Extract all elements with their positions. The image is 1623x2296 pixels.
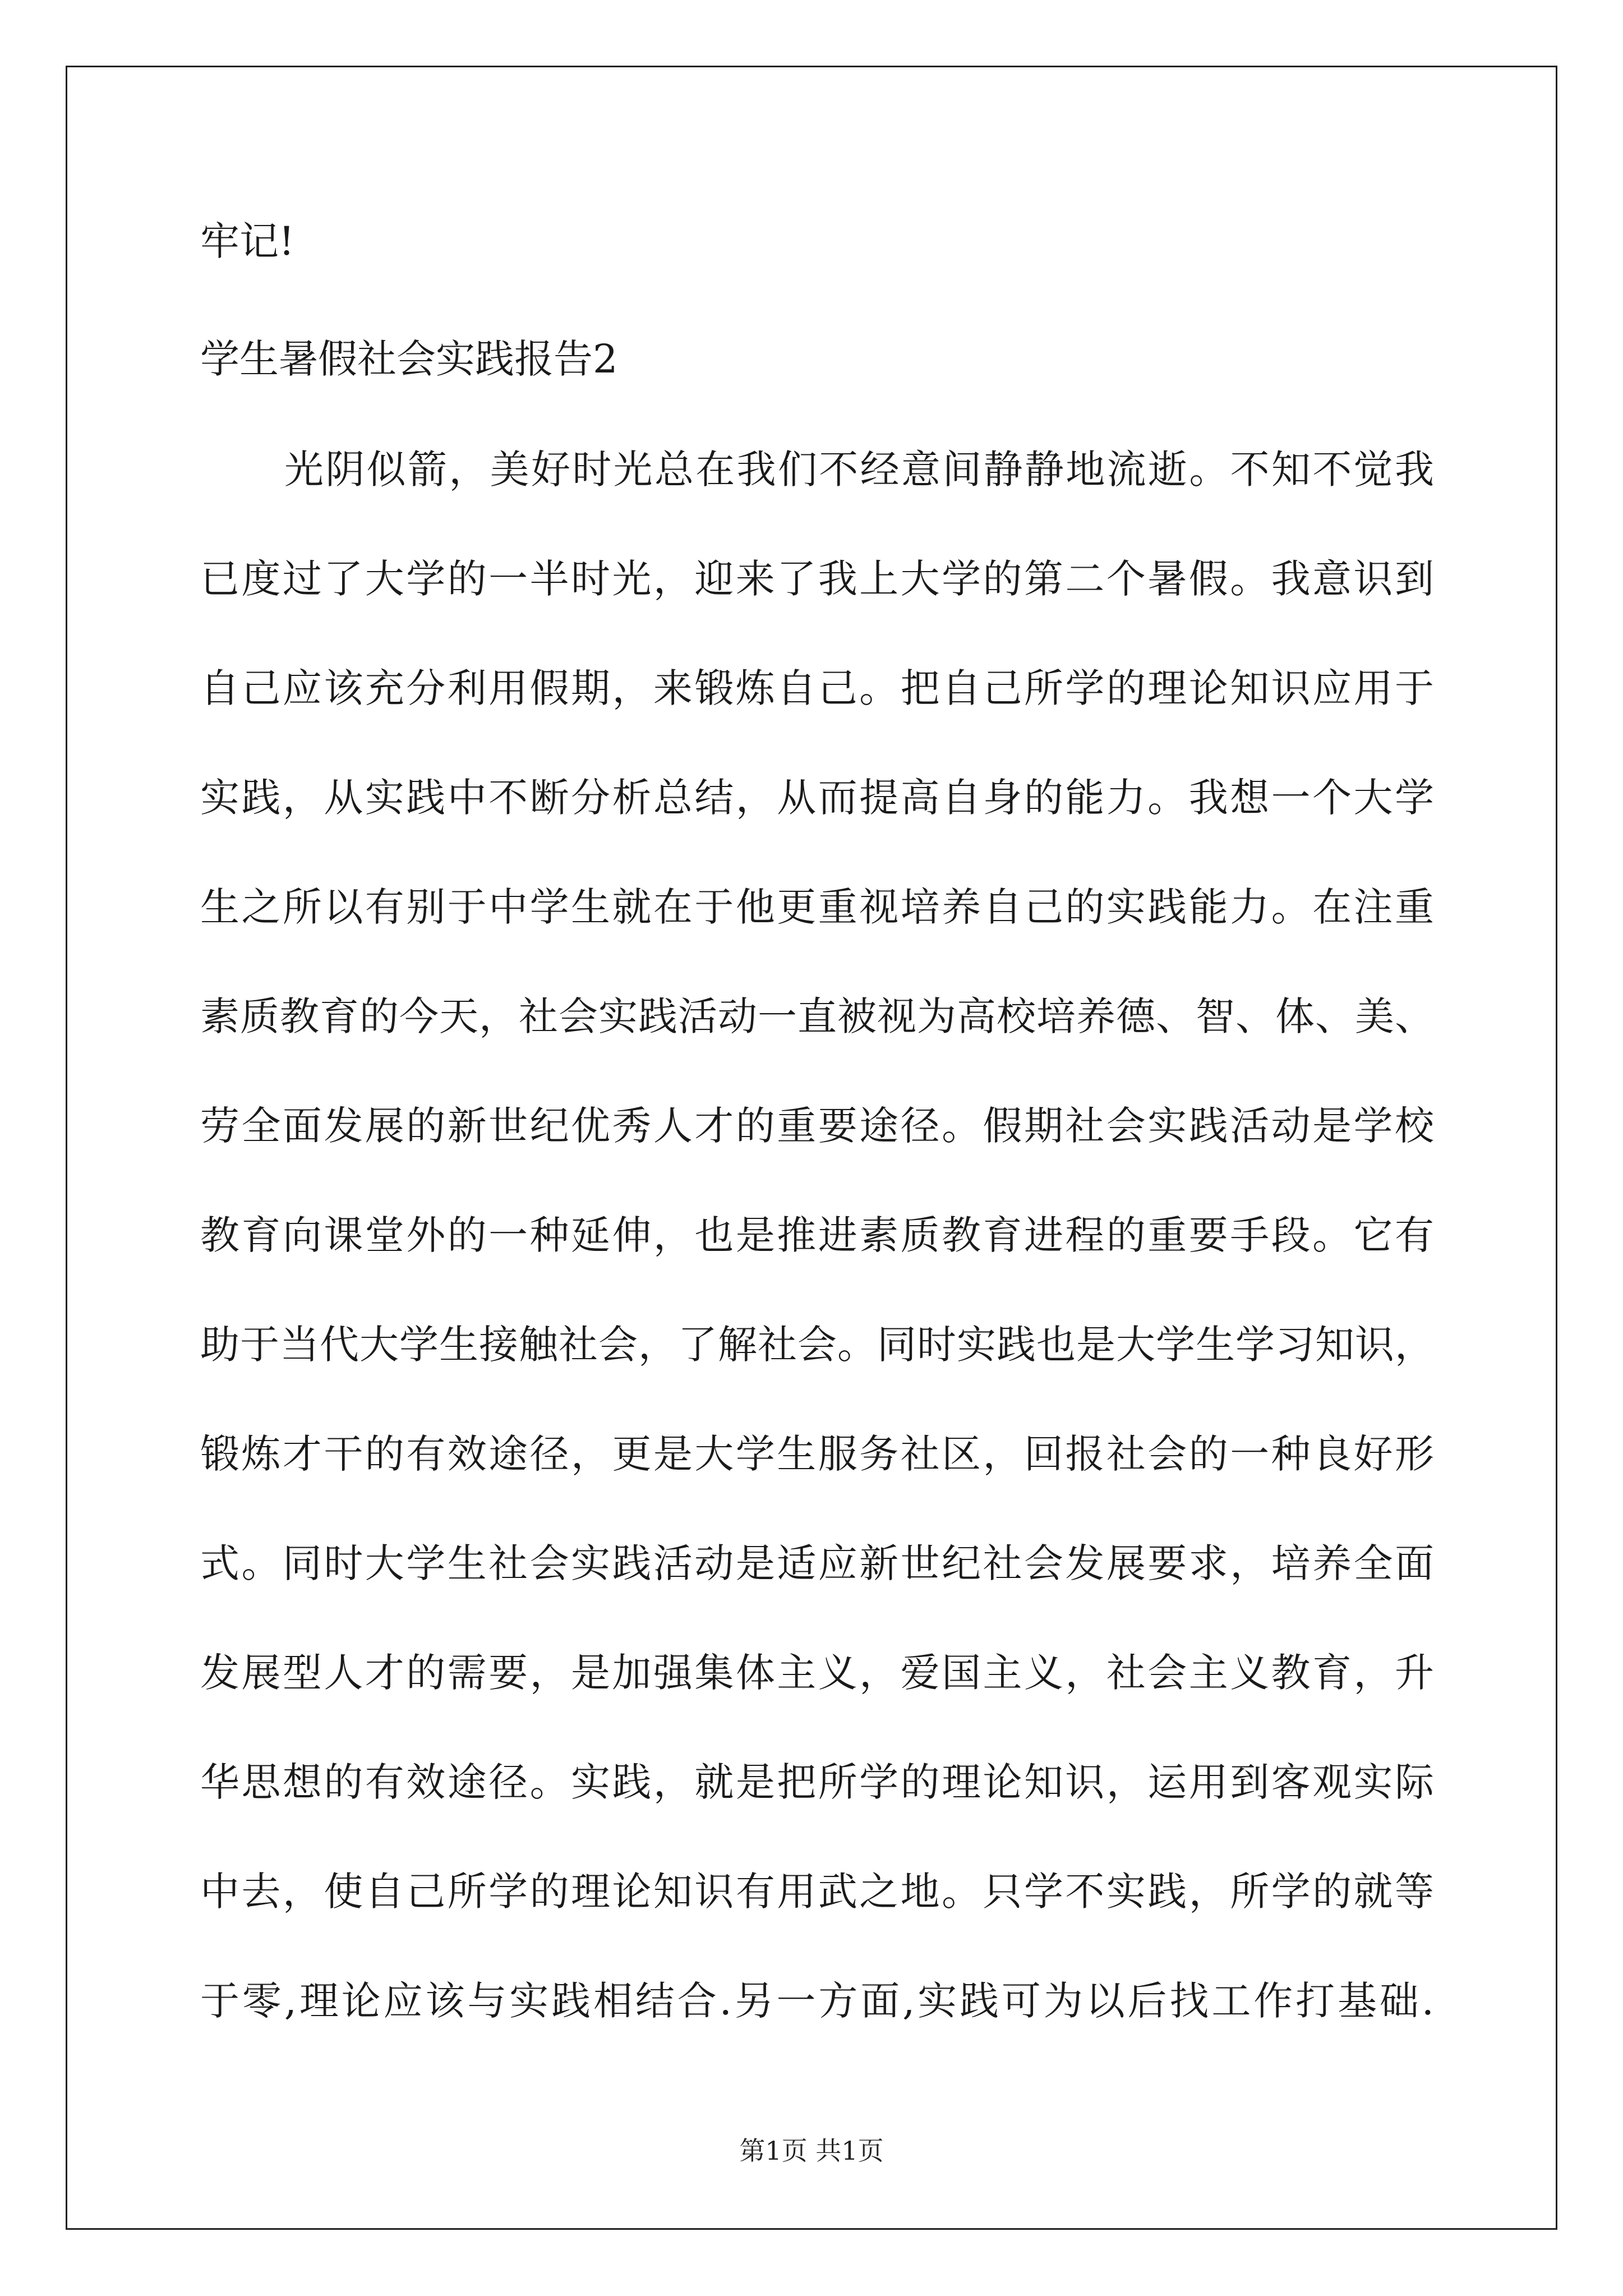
paragraph-line: 已度过了大学的一半时光，迎来了我上大学的第二个暑假。我意识到 xyxy=(200,556,1434,602)
section-heading: 学生暑假社会实践报告2 xyxy=(200,336,618,382)
paragraph-line: 华思想的有效途径。实践，就是把所学的理论知识，运用到客观实际 xyxy=(200,1759,1434,1805)
paragraph-line: 劳全面发展的新世纪优秀人才的重要途径。假期社会实践活动是学校 xyxy=(200,1103,1434,1149)
paragraph-line: 教育向课堂外的一种延伸，也是推进素质教育进程的重要手段。它有 xyxy=(200,1212,1434,1258)
paragraph-line: 助于当代大学生接触社会，了解社会。同时实践也是大学生学习知识， xyxy=(200,1322,1434,1368)
paragraph-line: 素质教育的今天，社会实践活动一直被视为高校培养德、智、体、美、 xyxy=(200,993,1434,1039)
paragraph-line: 于零,理论应该与实践相结合.另一方面,实践可为以后找工作打基础. xyxy=(200,1978,1434,2024)
carryover-line: 牢记! xyxy=(200,218,295,264)
paragraph-line: 锻炼才干的有效途径，更是大学生服务社区，回报社会的一种良好形 xyxy=(200,1431,1434,1477)
paragraph-line: 发展型人才的需要，是加强集体主义，爱国主义，社会主义教育，升 xyxy=(200,1650,1434,1696)
paragraph-line: 自己应该充分利用假期，来锻炼自己。把自己所学的理论知识应用于 xyxy=(200,665,1434,711)
paragraph-line: 式。同时大学生社会实践活动是适应新世纪社会发展要求，培养全面 xyxy=(200,1540,1434,1586)
paragraph-line: 生之所以有别于中学生就在于他更重视培养自己的实践能力。在注重 xyxy=(200,884,1434,930)
paragraph-line: 光阴似箭，美好时光总在我们不经意间静静地流逝。不知不觉我 xyxy=(284,447,1434,493)
paragraph-line: 中去，使自己所学的理论知识有用武之地。只学不实践，所学的就等 xyxy=(200,1869,1434,1915)
paragraph-line: 实践，从实践中不断分析总结，从而提高自身的能力。我想一个大学 xyxy=(200,775,1434,821)
page-footer: 第1页 共1页 xyxy=(739,2136,884,2166)
